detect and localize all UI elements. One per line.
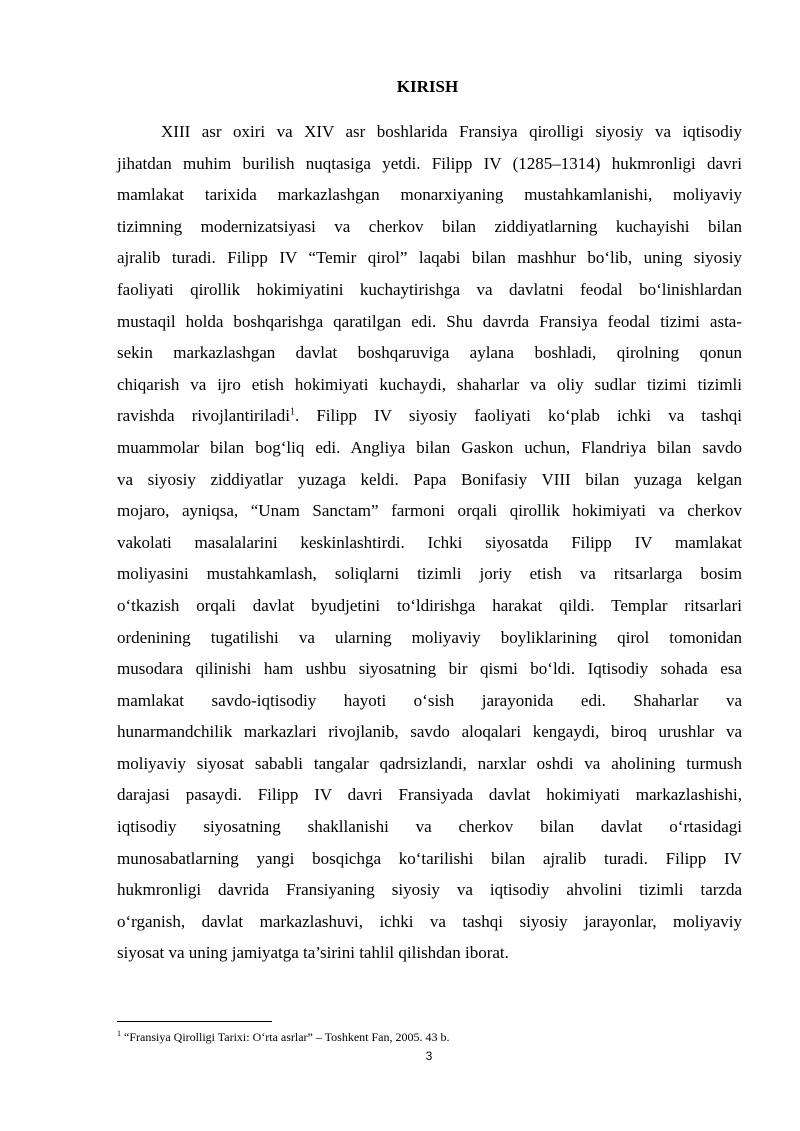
- text-line: o‘rganish, davlat markazlashuvi, ichki va tashqi siyosiy jarayonlar, moliyaviy: [117, 911, 742, 931]
- text-line: va siyosiy ziddiyatlar yuzaga keldi. Papa Bonifasiy VIII bilan yuzaga kelgan: [117, 469, 742, 489]
- page-number: 3: [425, 1049, 433, 1063]
- footnote: [117, 1030, 449, 1045]
- text-line: mamlakat savdo-iqtisodiy hayoti o‘sish jarayonida edi. Shaharlar va: [117, 690, 742, 710]
- text-segment: . Filipp IV siyosiy faoliyati ko‘plab ichki va tashqi: [294, 406, 742, 426]
- text-line: jihatdan muhim burilish nuqtasiga yetdi. Filipp IV (1285–1314) hukmronligi davri: [117, 153, 742, 173]
- text-line: moliyaviy siyosat sababli tangalar qadrsizlandi, narxlar oshdi va aholining turmush: [117, 753, 742, 773]
- body-paragraph: [117, 116, 742, 969]
- footnote-reference[interactable]: 1: [289, 406, 295, 418]
- text-segment: ravishda rivojlantiriladi: [117, 406, 290, 426]
- text-line: ordenining tugatilishi va ularning moliyaviy boyliklarining qirol tomonidan: [117, 627, 742, 647]
- text-line: darajasi pasaydi. Filipp IV davri Fransiyada davlat hokimiyati markazlashishi,: [117, 785, 742, 805]
- text-line: XIII asr oxiri va XIV asr boshlarida Fransiya qirolligi siyosiy va iqtisodiy: [161, 122, 742, 141]
- text-line: mustaqil holda boshqarishga qaratilgan edi. Shu davrda Fransiya feodal tizimi asta-: [117, 311, 742, 331]
- text-line-last: siyosat va uning jamiyatga ta’sirini tahlil qilishdan iborat.: [117, 943, 509, 963]
- footnote-separator: [117, 1021, 272, 1022]
- page-title: KIRISH: [396, 77, 459, 96]
- text-line: chiqarish va ijro etish hokimiyati kuchaydi, shaharlar va oliy sudlar tizimi tizimli: [117, 374, 742, 394]
- text-line-with-footnote-ref: [117, 400, 742, 432]
- text-line: hukmronligi davrida Fransiyaning siyosiy va iqtisodiy ahvolini tizimli tarzda: [117, 880, 742, 900]
- text-line: hunarmandchilik markazlari rivojlanib, savdo aloqalari kengaydi, biroq urushlar va: [117, 722, 742, 742]
- text-line: faoliyati qirollik hokimiyatini kuchaytirishga va davlatni feodal bo‘linishlardan: [117, 279, 742, 299]
- text-line: moliyasini mustahkamlash, soliqlarni tizimli joriy etish va ritsarlarga bosim: [117, 564, 742, 584]
- text-line: mojaro, ayniqsa, “Unam Sanctam” farmoni orqali qirollik hokimiyati va cherkov: [117, 501, 742, 521]
- footnote-marker: 1: [117, 1029, 121, 1038]
- text-line: mamlakat tarixida markazlashgan monarxiyaning mustahkamlanishi, moliyaviy: [117, 185, 742, 205]
- text-line: musodara qilinishi ham ushbu siyosatning bir qismi bo‘ldi. Iqtisodiy sohada esa: [117, 659, 742, 679]
- text-line: munosabatlarning yangi bosqichga ko‘tarilishi bilan ajralib turadi. Filipp IV: [117, 848, 742, 868]
- text-line: sekin markazlashgan davlat boshqaruviga aylana boshladi, qirolning qonun: [117, 343, 742, 363]
- text-line: tizimning modernizatsiyasi va cherkov bilan ziddiyatlarning kuchayishi bilan: [117, 216, 742, 236]
- text-line: o‘tkazish orqali davlat byudjetini to‘ldirishga harakat qildi. Templar ritsarlari: [117, 595, 742, 615]
- text-line: iqtisodiy siyosatning shakllanishi va cherkov bilan davlat o‘rtasidagi: [117, 817, 742, 837]
- text-line: vakolati masalalarini keskinlashtirdi. Ichki siyosatda Filipp IV mamlakat: [117, 532, 742, 552]
- text-line: muammolar bilan bog‘liq edi. Angliya bilan Gaskon uchun, Flandriya bilan savdo: [117, 437, 742, 457]
- footnote-text: “Fransiya Qirolligi Tarixi: O‘rta asrlar” – Toshkent Fan, 2005. 43 b.: [121, 1030, 450, 1044]
- text-line: ajralib turadi. Filipp IV “Temir qirol” laqabi bilan mashhur bo‘lib, uning siyosiy: [117, 248, 742, 268]
